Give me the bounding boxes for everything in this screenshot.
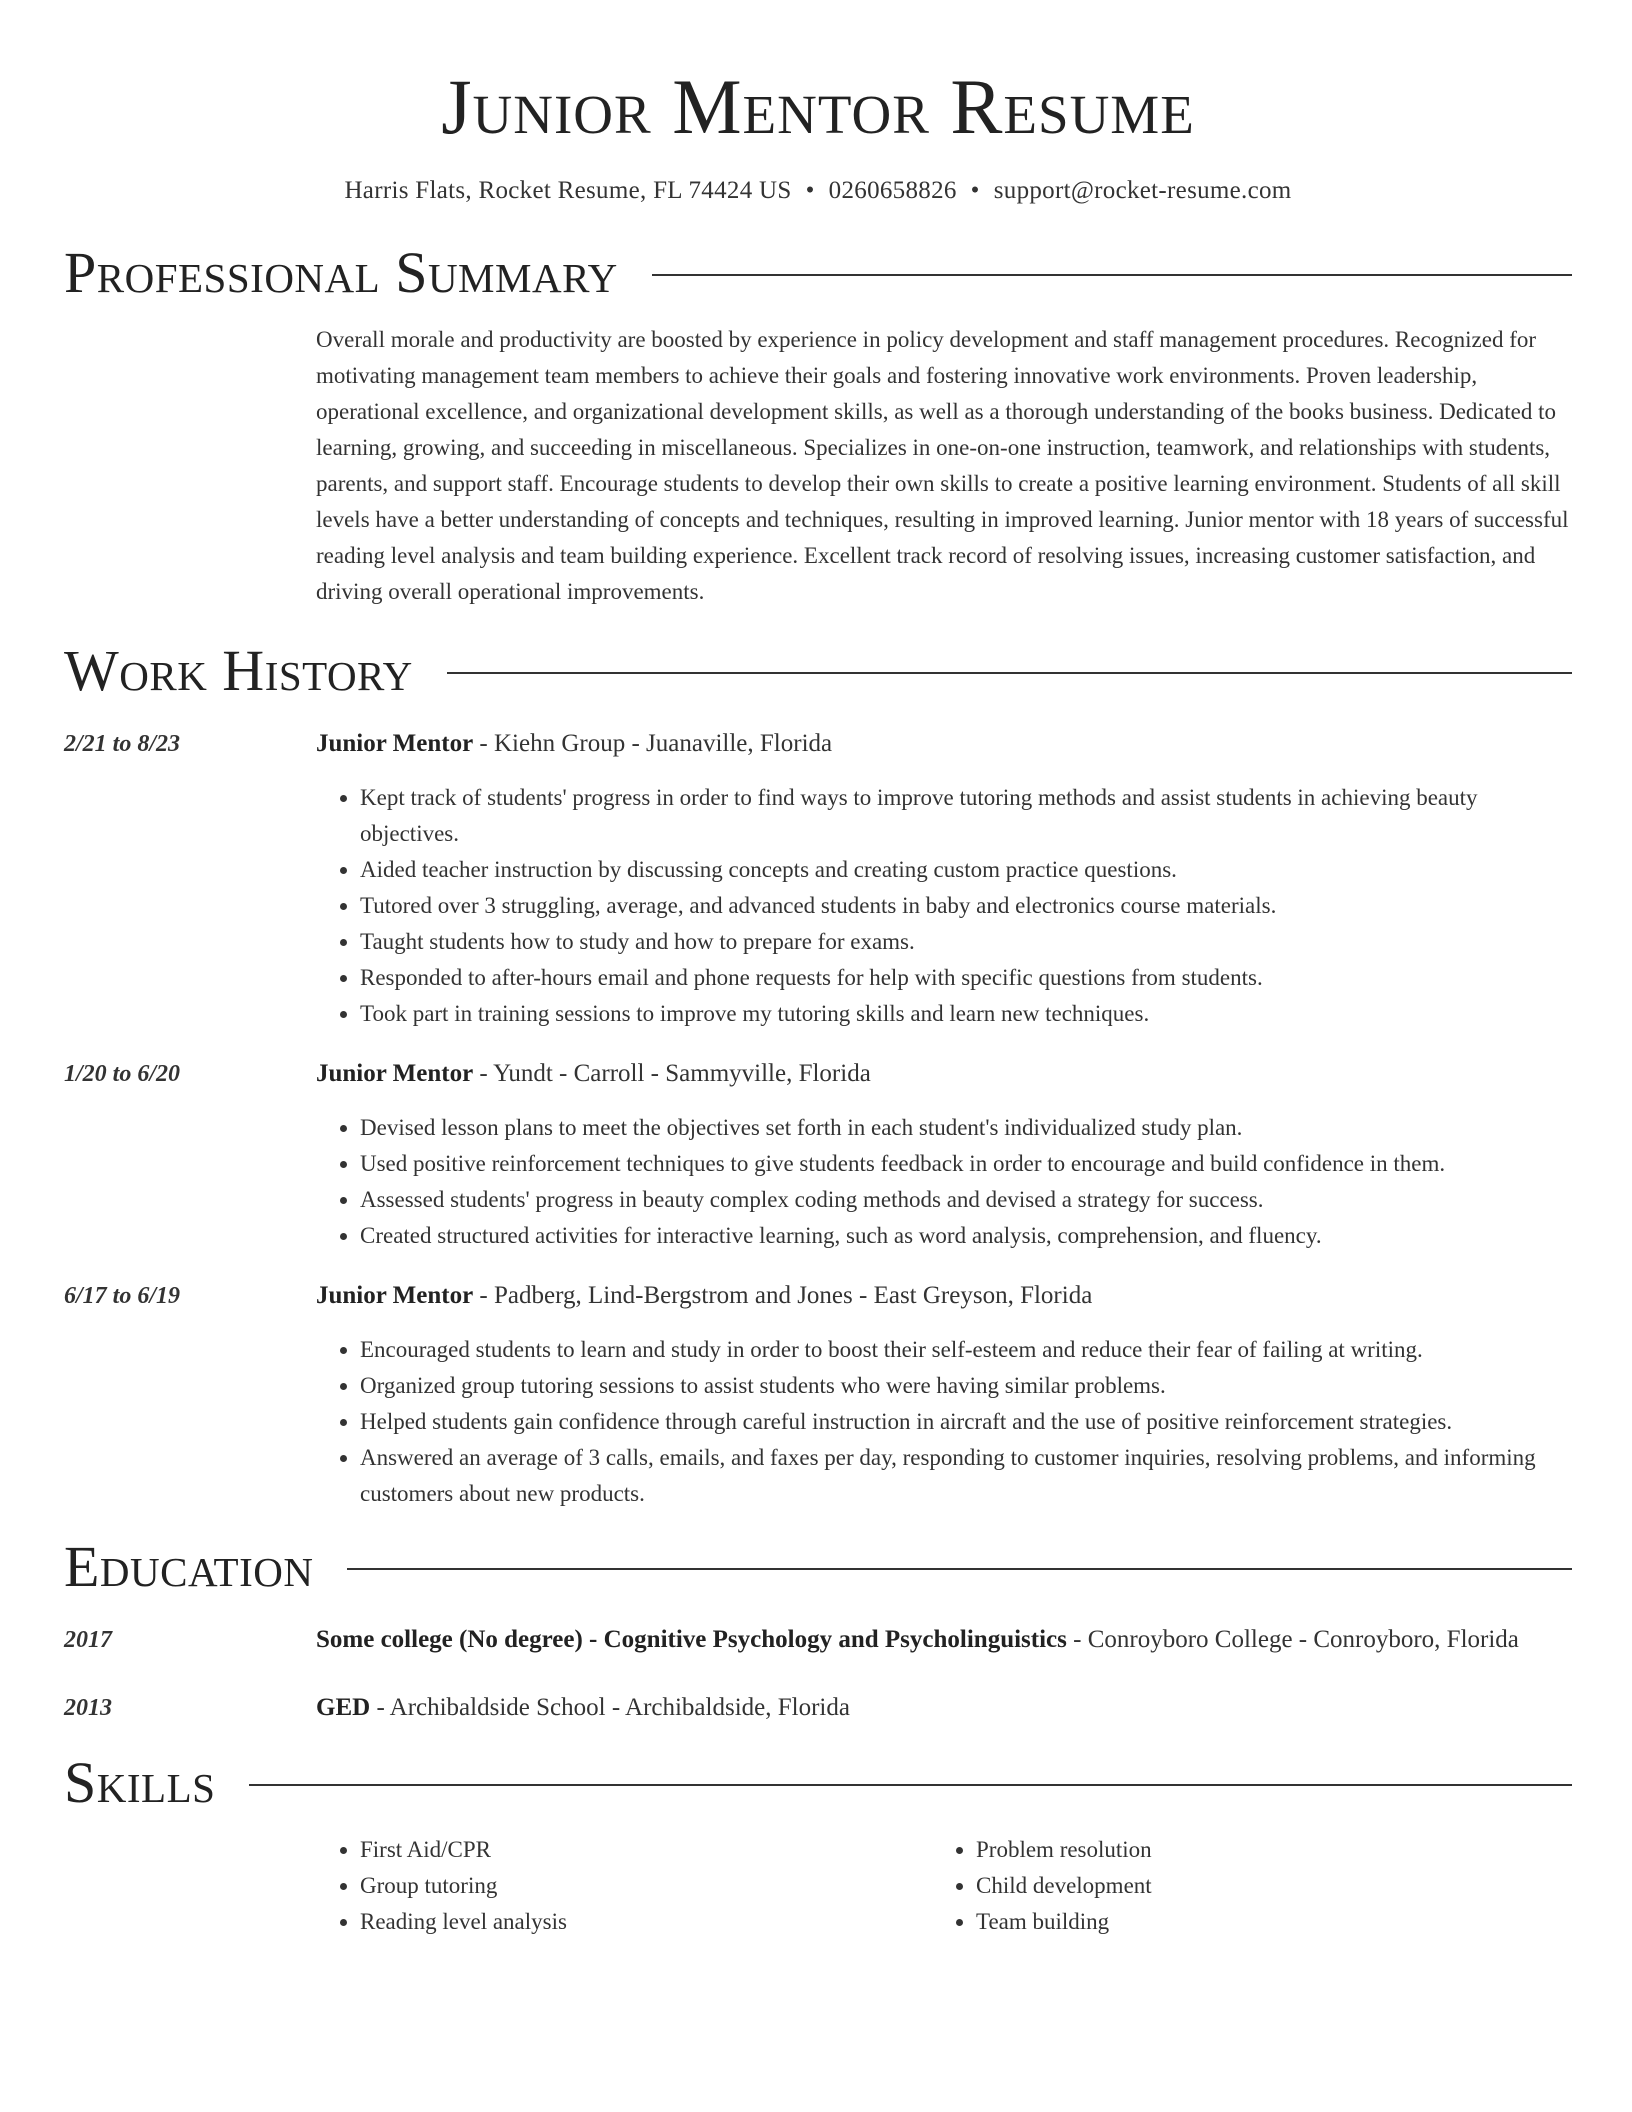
- summary-text: Overall morale and productivity are boosted by experience in policy development and staff management procedures. Recognized for motivating management team members to achieve their goals and fostering innovative work environments. Proven leadership, operational excellence, and organizational development skills, as well as a thorough understanding of the books business. Dedicated to learning, growing, and succeeding in miscellaneous. Specializes in one-on-one instruction, teamwork, and relationships with students, parents, and support staff. Encourage students to develop their own skills to create a positive learning environment. Students of all skill levels have a better understanding of concepts and techniques, resulting in improved learning. Junior mentor with 18 years of successful reading level analysis and team building experience. Excellent track record of resolving issues, increasing customer satisfaction, and driving overall operational improvements.: [316, 327, 1569, 604]
- job-bullet: • Answered an average of 3 calls, emails, and faxes per day, responding to customer inquiries, resolving problems, and informing customers about new products.: [360, 1440, 1572, 1512]
- work-history-list: [64, 726, 1572, 1512]
- resume-page: [64, 0, 1572, 1940]
- section-divider: [652, 274, 1572, 276]
- job-title: Junior Mentor: [316, 1282, 474, 1309]
- skill-item: • Child development: [976, 1868, 1548, 1904]
- contact-phone: 0260658826: [828, 177, 957, 204]
- skills-list: [316, 1832, 1572, 1940]
- job-title: Junior Mentor: [316, 1060, 474, 1087]
- job-entry: [64, 726, 1572, 1032]
- job-company-location: - Kiehn Group - Juanaville, Florida: [473, 730, 833, 757]
- section-divider: [249, 1784, 1572, 1786]
- job-title-line: [316, 726, 1572, 762]
- job-bullet: • Took part in training sessions to improve my tutoring skills and learn new techniques.: [360, 996, 1572, 1032]
- skill-item: • Team building: [976, 1904, 1548, 1940]
- section-header-education: [64, 1532, 1572, 1602]
- job-bullet: • Taught students how to study and how to prepare for exams.: [360, 924, 1572, 960]
- education-entry: [64, 1622, 1572, 1658]
- education-content: [316, 1622, 1572, 1658]
- job-bullet: • Helped students gain confidence through careful instruction in aircraft and the use of positive reinforcement strategies.: [360, 1404, 1572, 1440]
- job-bullet: • Used positive reinforcement techniques to give students feedback in order to encourage and build confidence in them.: [360, 1146, 1572, 1182]
- job-bullet: • Responded to after-hours email and phone requests for help with specific questions from students.: [360, 960, 1572, 996]
- job-company-location: - Padberg, Lind-Bergstrom and Jones - East Greyson, Florida: [473, 1282, 1093, 1309]
- education-degree: Some college (No degree) - Cognitive Psychology and Psycholinguistics: [316, 1626, 1067, 1653]
- job-dates: 1/20 to 6/20: [64, 1061, 181, 1087]
- contact-address: Harris Flats, Rocket Resume, FL 74424 US: [344, 177, 792, 204]
- education-content: [316, 1690, 1572, 1726]
- resume-title: Junior Mentor Resume: [441, 63, 1195, 150]
- section-header-summary: [64, 238, 1572, 308]
- skill-item: • Group tutoring: [360, 1868, 932, 1904]
- job-company-location: - Yundt - Carroll - Sammyville, Florida: [473, 1060, 871, 1087]
- skills-column-left: [316, 1832, 932, 1940]
- job-bullet: • Aided teacher instruction by discussing concepts and creating custom practice questions.: [360, 852, 1572, 888]
- job-bullet: • Created structured activities for interactive learning, such as word analysis, comprehension, and fluency.: [360, 1218, 1572, 1254]
- job-bullet: • Encouraged students to learn and study in order to boost their self-esteem and reduce their fear of failing at writing.: [360, 1332, 1572, 1368]
- skill-item: • Problem resolution: [976, 1832, 1548, 1868]
- section-title: Work History: [64, 638, 413, 703]
- education-year: 2017: [64, 1627, 112, 1653]
- education-degree: GED: [316, 1694, 371, 1721]
- job-bullet: • Organized group tutoring sessions to assist students who were having similar problems.: [360, 1368, 1572, 1404]
- section-title: Professional Summary: [64, 240, 618, 305]
- skill-item: • First Aid/CPR: [360, 1832, 932, 1868]
- job-bullets: [316, 1110, 1572, 1254]
- section-divider: [347, 1568, 1572, 1570]
- section-title: Education: [64, 1534, 314, 1599]
- job-dates: 2/21 to 8/23: [64, 731, 181, 757]
- section-title: Skills: [64, 1750, 216, 1815]
- job-content: [316, 726, 1572, 1032]
- section-header-work: [64, 636, 1572, 706]
- job-dates: 6/17 to 6/19: [64, 1283, 181, 1309]
- job-bullet: • Assessed students' progress in beauty complex coding methods and devised a strategy for success.: [360, 1182, 1572, 1218]
- skill-item: • Reading level analysis: [360, 1904, 932, 1940]
- education-school: - Conroyboro College - Conroyboro, Florida: [1066, 1626, 1519, 1653]
- job-bullets: [316, 1332, 1572, 1512]
- job-bullet: • Kept track of students' progress in order to find ways to improve tutoring methods and assist students in achieving beauty objectives.: [360, 780, 1572, 852]
- education-year: 2013: [64, 1695, 112, 1721]
- job-content: [316, 1278, 1572, 1512]
- section-header-skills: [64, 1748, 1572, 1818]
- education-entry: [64, 1690, 1572, 1726]
- job-entry: [64, 1278, 1572, 1512]
- job-title-line: [316, 1278, 1572, 1314]
- contact-separator: •: [805, 177, 815, 204]
- contact-separator: •: [970, 177, 980, 204]
- section-divider: [447, 672, 1572, 674]
- job-bullet: • Devised lesson plans to meet the objectives set forth in each student's individualized study plan.: [360, 1110, 1572, 1146]
- contact-line: [64, 176, 1572, 206]
- job-bullets: [316, 780, 1572, 1032]
- contact-email: support@rocket-resume.com: [993, 177, 1292, 204]
- job-title-line: [316, 1056, 1572, 1092]
- job-bullet: • Tutored over 3 struggling, average, and advanced students in baby and electronics course materials.: [360, 888, 1572, 924]
- education-school: - Archibaldside School - Archibaldside, Florida: [370, 1694, 850, 1721]
- skills-column-right: [932, 1832, 1548, 1940]
- education-list: [64, 1622, 1572, 1726]
- job-title: Junior Mentor: [316, 730, 474, 757]
- job-entry: [64, 1056, 1572, 1254]
- job-content: [316, 1056, 1572, 1254]
